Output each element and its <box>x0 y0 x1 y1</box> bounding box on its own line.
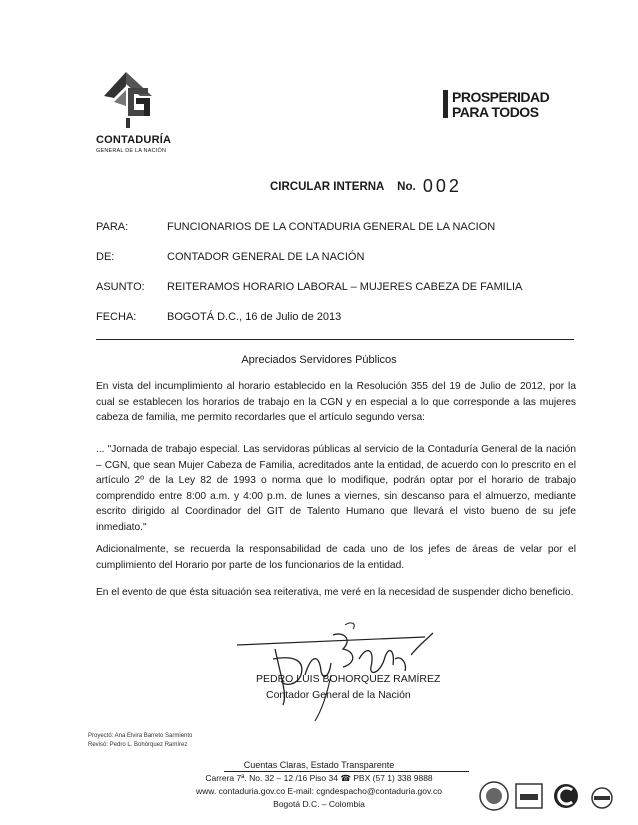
credit-reviso: Revisó: Pedro L. Bohórquez Ramírez <box>88 742 188 748</box>
footer-address: Carrera 7ª. No. 32 – 12 /16 Piso 34 ☎ PBX (57 1) 338 9888 <box>205 773 433 783</box>
seal-square-icon <box>516 784 542 808</box>
org-subtitle: GENERAL DE LA NACIÓN <box>96 148 167 154</box>
org-name: CONTADURÍA <box>96 134 172 146</box>
credit-proyecto: Proyectó: Ana Elvira Barreto Sarmiento <box>88 733 193 739</box>
logo-bar-icon <box>443 90 448 118</box>
seal-emblem-icon <box>480 782 508 810</box>
prosperidad-logo <box>443 89 573 121</box>
de-value: CONTADOR GENERAL DE LA NACIÓN <box>167 251 365 263</box>
footer-web: www. contaduria.gov.co E-mail: cgndespacho@contaduria.gov.co <box>196 786 442 796</box>
header-divider <box>96 339 574 340</box>
footer-divider <box>224 771 469 772</box>
handwritten-signature <box>235 615 455 725</box>
asunto-value: REITERAMOS HORARIO LABORAL – MUJERES CABEZA DE FAMILIA <box>167 281 523 293</box>
circular-title <box>270 176 462 197</box>
contaduria-logo <box>96 62 186 172</box>
footer-motto: Cuentas Claras, Estado Transparente <box>243 760 395 770</box>
circular-title-text: CIRCULAR INTERNA <box>270 181 385 193</box>
footer-city: Bogotá D.C. – Colombia <box>273 799 365 809</box>
circular-number: 002 <box>422 176 462 196</box>
seal-c-icon <box>554 784 578 808</box>
para-value: FUNCIONARIOS DE LA CONTADURIA GENERAL DE LA NACION <box>167 221 496 233</box>
paragraph-1: En vista del incumplimiento al horario establecido en la Resolución 355 del 19 de Julio de 2012, por la cual se establecen los horarios de trabajo en la CGN y en especial a lo que corresponde a las mujeres cabeza de familia, me permito recordarles que el artículo segundo versa: <box>96 381 576 423</box>
signer-name: PEDRO LUIS BOHORQUEZ RAMÍREZ <box>256 673 441 685</box>
salutation: Apreciados Servidores Públicos <box>241 354 397 366</box>
asunto-label: ASUNTO: <box>96 281 145 293</box>
paragraph-4: En el evento de que ésta situación sea reiterativa, me veré en la necesidad de suspender dicho beneficio. <box>96 587 574 598</box>
fecha-value: BOGOTÁ D.C., 16 de Julio de 2013 <box>167 311 342 323</box>
seal-round-icon <box>592 788 612 808</box>
fecha-label: FECHA: <box>96 311 137 323</box>
de-label: DE: <box>96 251 115 263</box>
certification-seals <box>478 774 628 814</box>
paragraph-3: Adicionalmente, se recuerda la responsabilidad de cada uno de los jefes de áreas de velar por el cumplimiento del Horario por parte de los funcionarios de la entidad. <box>96 544 576 571</box>
slogan-line-2: PARA TODOS <box>452 104 539 120</box>
paragraph-2: ... "Jornada de trabajo especial. Las servidoras públicas al servicio de la Contaduría General de la nación – CGN, que sean Mujer Cabeza de Familia, acreditados ante la entidad, de acuerdo con lo prescrito en el artículo 2º de la Ley 82 de 1993 o norma que lo modifique, podrán optar por el horario de trabajo comprendido entre 8:00 a.m. y 4:00 p.m. de lunes a viernes, sin descanso para el almuerzo, mediante escrito dirigido al Coordinador del GIT de Talento Humano que llevará el visto bueno de su jefe inmediato." <box>96 444 576 533</box>
contaduria-emblem-icon <box>96 62 166 132</box>
circular-number-label: No. <box>397 181 416 193</box>
para-label: PARA: <box>96 221 129 233</box>
signer-role: Contador General de la Nación <box>266 689 411 701</box>
slogan-line-1: PROSPERIDAD <box>452 89 550 105</box>
